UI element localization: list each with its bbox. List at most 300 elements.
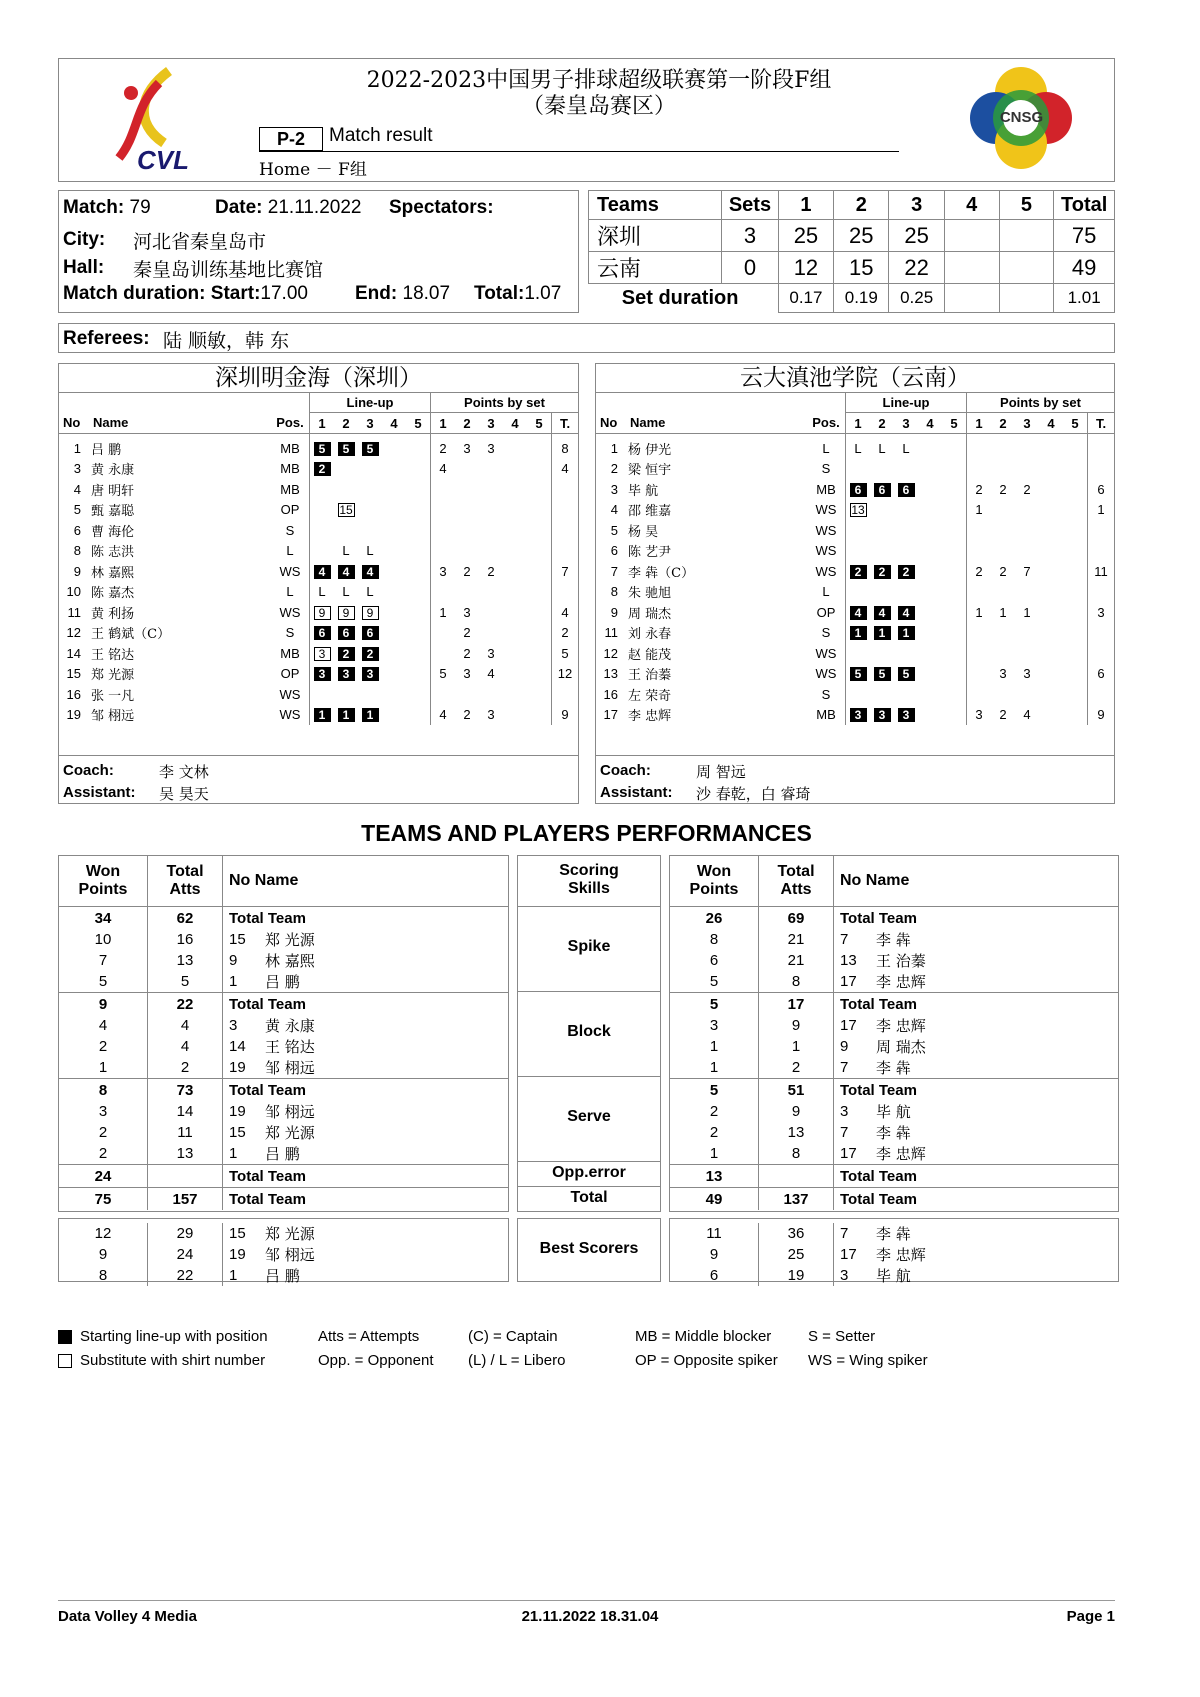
lineup-header: Line-up <box>846 392 967 413</box>
lineup-cell <box>870 541 894 562</box>
lineup-cell <box>894 500 918 521</box>
player-stat-row <box>670 971 1118 993</box>
starting-position: 5 <box>362 442 379 456</box>
total-points <box>552 479 579 500</box>
set-points <box>527 684 552 705</box>
set-points <box>1063 705 1088 726</box>
set-points <box>527 500 552 521</box>
lineup-set-header: 4 <box>918 413 942 434</box>
title-line-1: 2022-2023中国男子排球超级联赛第一阶段F组 <box>366 68 832 93</box>
set-points: 2 <box>463 645 471 661</box>
best-atts: 29 <box>148 1223 223 1244</box>
set-points: 2 <box>967 561 992 582</box>
set-points <box>991 459 1015 480</box>
lineup-cell <box>406 500 431 521</box>
lineup-cell <box>870 643 894 664</box>
total-header: Total <box>1054 191 1115 220</box>
report-code: P-2 <box>259 127 323 151</box>
best-number: 7 <box>834 1223 877 1244</box>
legend-substitute: Substitute with shirt number <box>80 1352 266 1369</box>
team-won: 5 <box>670 993 759 1016</box>
won-header-line1: Won <box>696 863 732 880</box>
player-name: 林 嘉熙 <box>91 565 135 581</box>
set-points <box>503 438 527 459</box>
total-points: 12 <box>552 664 579 685</box>
lineup-cell <box>870 520 894 541</box>
assistant-label: Assistant: <box>600 784 673 801</box>
team-atts: 22 <box>148 993 223 1016</box>
player-atts: 21 <box>759 950 834 971</box>
player-name: 陈 嘉杰 <box>91 586 135 602</box>
set-points <box>1015 500 1039 521</box>
set-points <box>527 479 552 500</box>
score-table <box>588 190 1115 313</box>
player-won: 1 <box>709 1038 719 1055</box>
set-points <box>527 520 552 541</box>
skills-header-line2: Skills <box>568 880 610 897</box>
total-label: Total: <box>474 283 525 304</box>
hall-label: Hall: <box>63 257 105 278</box>
set-points <box>1015 643 1039 664</box>
player-number: 15 <box>223 929 266 950</box>
player-position: MB <box>280 481 300 497</box>
set-points <box>503 664 527 685</box>
set1-header: 1 <box>778 191 833 220</box>
player-won: 2 <box>98 1038 108 1055</box>
roster-header-groups <box>59 392 578 413</box>
team-atts: 17 <box>759 993 834 1016</box>
player-name: 毕 航 <box>876 1103 911 1121</box>
set-points <box>1015 541 1039 562</box>
no-header: No <box>596 413 624 434</box>
player-number: 3 <box>834 1101 877 1122</box>
skill-label: Block <box>567 1023 611 1040</box>
set-points <box>967 438 992 459</box>
referees-label: Referees: <box>63 328 150 349</box>
team-total-label: Total Team <box>223 993 509 1016</box>
set-points <box>479 623 503 644</box>
player-atts: 4 <box>148 1036 223 1057</box>
lineup-cell <box>942 582 967 603</box>
player-position: WS <box>279 604 301 620</box>
player-name: 王 铭达 <box>91 647 135 663</box>
city-value: 河北省秦皇岛市 <box>133 231 267 253</box>
duration-total: 1.01 <box>1054 284 1115 313</box>
roster-home <box>58 363 579 804</box>
starting-position: 3 <box>314 667 331 681</box>
grand-total-label: Total Team <box>223 1188 509 1211</box>
lineup-cell <box>918 582 942 603</box>
lineup-cell <box>358 479 382 500</box>
referees-bar <box>58 323 1115 353</box>
lineup-cell <box>334 520 358 541</box>
lineup-cell <box>894 459 918 480</box>
total-points <box>552 500 579 521</box>
legend-starting: Starting line-up with position <box>80 1328 268 1345</box>
player-position: S <box>285 625 295 641</box>
starting-position: 2 <box>850 565 867 579</box>
lineup-cell <box>942 705 967 726</box>
opp-error-atts <box>148 1165 223 1188</box>
referees-value: 陆 顺敏，韩 东 <box>163 330 290 352</box>
lineup-cell <box>942 541 967 562</box>
lineup-cell <box>334 623 358 644</box>
grand-total-row <box>59 1188 508 1211</box>
cnsg-logo <box>964 63 1079 173</box>
set-points <box>479 459 503 480</box>
lineup-set-header: 5 <box>406 413 431 434</box>
player-position: MB <box>816 481 836 497</box>
player-name: 王 鹤斌（C） <box>91 627 171 643</box>
set-points <box>1015 582 1039 603</box>
lineup-cell <box>918 602 942 623</box>
lineup-cell <box>382 459 406 480</box>
player-number: 7 <box>834 1057 877 1079</box>
lineup-cell <box>358 541 382 562</box>
points-set-header: 2 <box>455 413 479 434</box>
away-total: 49 <box>1054 252 1115 284</box>
lineup-cell <box>406 664 431 685</box>
player-stat-row <box>670 1057 1118 1079</box>
lineup-cell <box>406 705 431 726</box>
player-position: S <box>285 522 295 538</box>
lineup-cell <box>406 602 431 623</box>
player-won: 5 <box>709 973 719 990</box>
player-atts: 9 <box>759 1015 834 1036</box>
starting-position: 2 <box>874 565 891 579</box>
lineup-cell <box>870 705 894 726</box>
set-points <box>1039 520 1063 541</box>
starting-position: 2 <box>362 647 379 661</box>
grand-total-atts: 157 <box>148 1188 223 1211</box>
set-points: 1 <box>967 500 992 521</box>
footer-left: Data Volley 4 Media <box>58 1608 197 1625</box>
team-total-row <box>670 1079 1118 1102</box>
set-points <box>1015 520 1039 541</box>
player-number: 2 <box>610 461 618 477</box>
lineup-cell <box>358 561 382 582</box>
player-number: 5 <box>610 522 618 538</box>
opp-error-row <box>670 1165 1118 1188</box>
lineup-cell <box>894 541 918 562</box>
set-points <box>967 623 992 644</box>
player-atts: 21 <box>759 929 834 950</box>
lineup-cell <box>894 561 918 582</box>
opp-error-label: Total Team <box>223 1165 509 1188</box>
lineup-cell <box>358 459 382 480</box>
player-position: WS <box>815 522 837 538</box>
won-header-line1: Won <box>85 863 121 880</box>
performance-home <box>58 855 509 1212</box>
starting-position: 1 <box>314 708 331 722</box>
total-points: 9 <box>552 705 579 726</box>
set-points: 3 <box>487 707 495 723</box>
team-total-label: Total Team <box>223 1079 509 1102</box>
lineup-cell <box>894 582 918 603</box>
lineup-cell <box>310 438 335 459</box>
set-points: 3 <box>1023 666 1031 682</box>
player-number: 3 <box>73 461 81 477</box>
teams-header: Teams <box>589 191 722 220</box>
player-number: 14 <box>223 1036 266 1057</box>
atts-header-line1: Total <box>166 863 204 880</box>
player-position: WS <box>279 563 301 579</box>
set-points <box>455 500 479 521</box>
player-row <box>59 582 578 603</box>
set-points <box>479 684 503 705</box>
set-points <box>991 438 1015 459</box>
opp-error-won: 24 <box>59 1165 148 1188</box>
lineup-cell <box>870 500 894 521</box>
team-name: 云大滇池学院（云南） <box>596 364 1114 393</box>
lineup-cell <box>846 582 871 603</box>
player-row <box>596 684 1114 705</box>
player-name: 李 忠辉 <box>876 973 926 991</box>
player-number: 11 <box>67 604 81 620</box>
set-points <box>431 623 456 644</box>
set-points: 2 <box>1023 481 1031 497</box>
won-header-line2: Points <box>689 881 739 898</box>
starting-position: 5 <box>314 442 331 456</box>
player-position: MB <box>280 461 300 477</box>
player-number: 1 <box>223 971 266 993</box>
best-number: 3 <box>834 1265 877 1286</box>
set-points <box>455 684 479 705</box>
set-points: 5 <box>431 664 456 685</box>
atts-header-line2: Atts <box>780 881 812 898</box>
player-row <box>59 459 578 480</box>
lineup-cell <box>918 479 942 500</box>
lineup-cell <box>942 561 967 582</box>
set-points <box>1063 500 1088 521</box>
set-points <box>455 479 479 500</box>
player-row <box>596 582 1114 603</box>
performance-table <box>670 856 1118 1210</box>
set-points <box>1039 438 1063 459</box>
player-stat-row <box>59 1122 508 1143</box>
footer-divider <box>58 1600 1115 1601</box>
lineup-cell <box>310 643 335 664</box>
set-points <box>503 541 527 562</box>
lineup-cell <box>382 500 406 521</box>
points-set-header: 1 <box>967 413 992 434</box>
substitute-number: 15 <box>339 503 353 518</box>
lineup-set-header: 5 <box>942 413 967 434</box>
player-stat-row <box>670 1015 1118 1036</box>
roster-table <box>596 392 1114 725</box>
starting-position: 3 <box>898 708 915 722</box>
player-row <box>59 705 578 726</box>
player-stat-row <box>59 1143 508 1165</box>
total-points: 1 <box>1088 500 1115 521</box>
player-atts: 5 <box>148 971 223 993</box>
lineup-cell <box>870 664 894 685</box>
set-points <box>479 582 503 603</box>
points-header: Points by set <box>967 392 1115 413</box>
player-position: MB <box>816 707 836 723</box>
team-total-row <box>59 1079 508 1102</box>
lineup-cell <box>406 520 431 541</box>
set-points: 2 <box>999 563 1007 579</box>
set-points <box>991 500 1015 521</box>
team-total-label: Total Team <box>834 993 1119 1016</box>
player-name: 杨 昊 <box>628 524 659 540</box>
total-points <box>1088 438 1115 459</box>
pos-header: Pos. <box>807 413 846 434</box>
set-points <box>991 541 1015 562</box>
starting-position: 4 <box>874 606 891 620</box>
best-name: 吕 鹏 <box>265 1267 300 1285</box>
grand-total-won: 49 <box>670 1188 759 1211</box>
best-points: 11 <box>706 1225 722 1242</box>
player-name: 赵 能茂 <box>628 647 672 663</box>
home-set3: 25 <box>889 220 944 252</box>
best-name: 郑 光源 <box>265 1225 315 1243</box>
lineup-cell <box>894 602 918 623</box>
player-name: 吕 鹏 <box>91 442 122 458</box>
assistant-label: Assistant: <box>63 784 136 801</box>
lineup-set-header: 1 <box>310 413 335 434</box>
set3-header: 3 <box>889 191 944 220</box>
team-name: 深圳明金海（深圳） <box>59 364 578 393</box>
player-stat-row <box>670 1122 1118 1143</box>
no-header: No <box>59 413 87 434</box>
lineup-cell <box>918 643 942 664</box>
starting-position: 1 <box>850 626 867 640</box>
player-stat-row <box>670 1143 1118 1165</box>
set-points: 3 <box>487 645 495 661</box>
cvl-logo-text: CVL <box>137 145 189 175</box>
player-name: 李 犇 <box>876 1059 911 1077</box>
best-name: 李 犇 <box>876 1225 911 1243</box>
lineup-cell <box>846 561 871 582</box>
best-scorers-label-box <box>517 1218 661 1282</box>
player-number: 17 <box>603 707 618 723</box>
starting-position: 6 <box>338 626 355 640</box>
home-total: 75 <box>1054 220 1115 252</box>
name-header: Name <box>624 413 807 434</box>
set-points <box>527 664 552 685</box>
lineup-cell <box>894 684 918 705</box>
set5-header: 5 <box>999 191 1054 220</box>
set-points <box>991 643 1015 664</box>
away-set5 <box>999 252 1054 284</box>
match-info <box>58 190 579 313</box>
lineup-cell <box>918 541 942 562</box>
player-name: 李 犇 <box>876 931 911 949</box>
lineup-cell <box>310 623 335 644</box>
player-stat-row <box>59 1101 508 1122</box>
set-points <box>991 623 1015 644</box>
player-won: 3 <box>98 1103 108 1120</box>
set-points <box>527 705 552 726</box>
player-name: 毕 航 <box>628 483 659 499</box>
substitute-number: 9 <box>338 606 355 620</box>
total-points: 8 <box>552 438 579 459</box>
lineup-cell <box>310 459 335 480</box>
duration-label: Match duration: <box>63 283 206 304</box>
player-row <box>596 602 1114 623</box>
player-position: MB <box>280 440 300 456</box>
starting-position: 5 <box>338 442 355 456</box>
libero-marker: L <box>366 584 374 600</box>
total-points: 6 <box>1088 664 1115 685</box>
player-won: 3 <box>709 1017 719 1034</box>
player-name: 左 荣奇 <box>628 688 672 704</box>
lineup-cell <box>894 705 918 726</box>
lineup-cell <box>334 438 358 459</box>
set-points <box>1063 582 1088 603</box>
lineup-cell <box>358 602 382 623</box>
hall-value: 秦皇岛训练基地比赛馆 <box>133 259 324 281</box>
player-atts: 11 <box>148 1122 223 1143</box>
starting-position: 4 <box>338 565 355 579</box>
best-scorers-table <box>670 1223 1118 1286</box>
starting-position: 6 <box>898 483 915 497</box>
team-won: 9 <box>59 993 148 1016</box>
player-name: 朱 驰旭 <box>628 586 672 602</box>
player-stat-row <box>670 1101 1118 1122</box>
assistant-name: 吴 昊天 <box>159 785 209 803</box>
player-name: 邵 维嘉 <box>628 504 672 520</box>
lineup-cell <box>846 643 871 664</box>
set-points <box>1063 643 1088 664</box>
set-points <box>991 684 1015 705</box>
player-position: OP <box>280 666 300 682</box>
lineup-set-header: 3 <box>894 413 918 434</box>
duration-set1: 0.17 <box>778 284 833 313</box>
best-scorers-away <box>669 1218 1119 1285</box>
grand-total-label: Total Team <box>834 1188 1119 1211</box>
player-number: 1 <box>73 440 81 456</box>
set-points <box>431 684 456 705</box>
lineup-cell <box>358 664 382 685</box>
total-points: 6 <box>1088 479 1115 500</box>
set-points <box>1015 684 1039 705</box>
lineup-cell <box>918 684 942 705</box>
starting-position: 1 <box>338 708 355 722</box>
points-set-header: 4 <box>1039 413 1063 434</box>
player-number: 10 <box>66 584 81 600</box>
total-points <box>552 582 579 603</box>
total-points: 4 <box>552 459 579 480</box>
player-position: WS <box>815 543 837 559</box>
starting-position: 2 <box>898 565 915 579</box>
lineup-cell <box>382 705 406 726</box>
set-points: 3 <box>999 666 1007 682</box>
player-atts: 13 <box>148 950 223 971</box>
starting-position: 3 <box>850 708 867 722</box>
best-name: 邹 栩远 <box>265 1246 315 1264</box>
set-points <box>1039 623 1063 644</box>
total-points: 11 <box>1088 561 1115 582</box>
player-atts: 8 <box>759 971 834 993</box>
coach-area <box>59 755 578 804</box>
lineup-cell <box>382 479 406 500</box>
match-label: Match: <box>63 197 125 218</box>
points-set-header: 5 <box>1063 413 1088 434</box>
score-row-away <box>589 252 1115 284</box>
set-points <box>967 582 992 603</box>
best-name: 李 忠辉 <box>876 1246 926 1264</box>
player-row <box>596 459 1114 480</box>
player-name: 曹 海伦 <box>91 524 135 540</box>
team-atts: 62 <box>148 907 223 930</box>
set-points <box>479 520 503 541</box>
best-points: 8 <box>98 1267 108 1284</box>
lineup-cell <box>358 520 382 541</box>
set-points: 4 <box>431 459 456 480</box>
